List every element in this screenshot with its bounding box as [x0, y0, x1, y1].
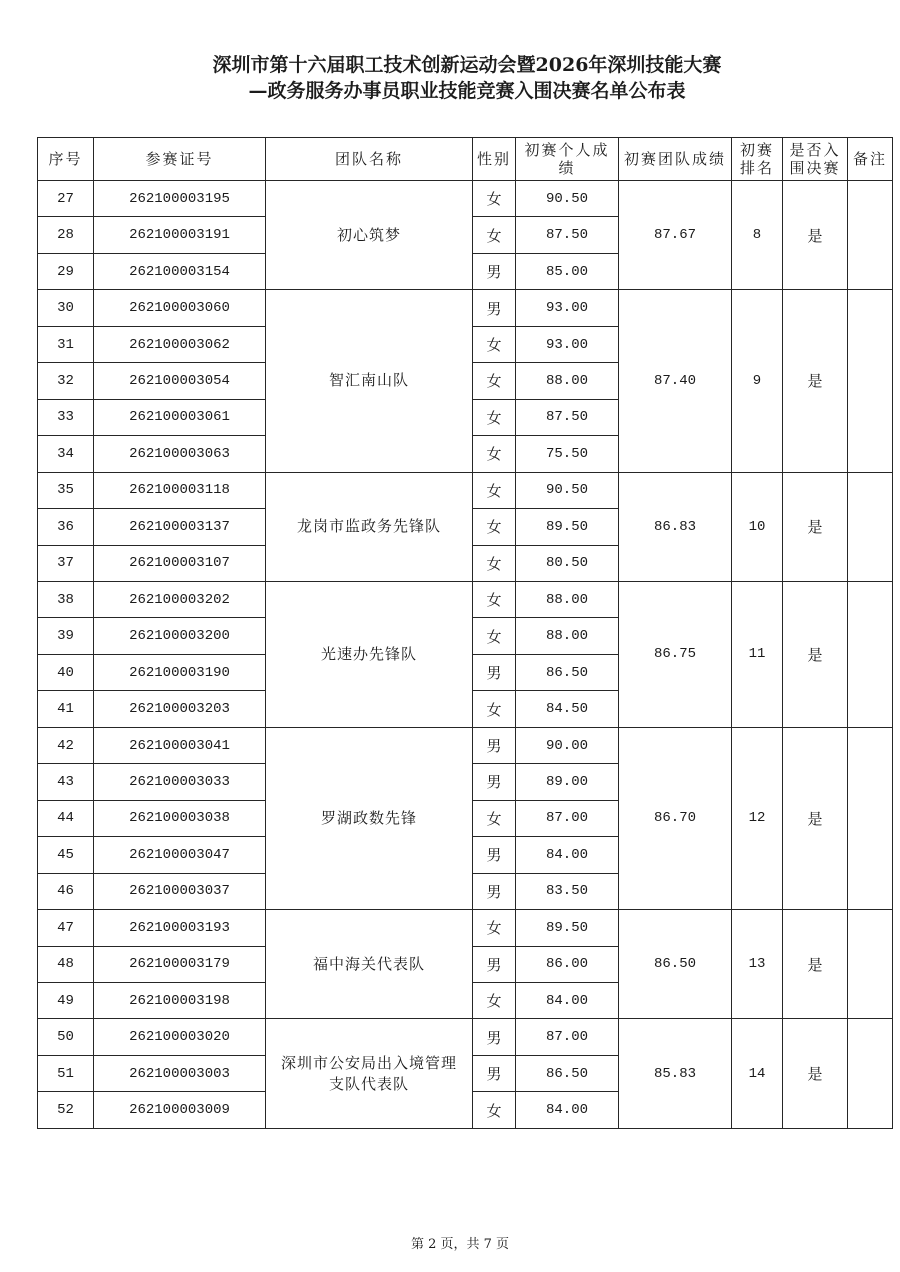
cell-index: 38: [38, 581, 94, 617]
table-row: [38, 1019, 893, 1055]
cell-team-score: 86.75: [619, 581, 732, 727]
cell-index: 27: [38, 181, 94, 217]
cell-index: 48: [38, 946, 94, 982]
cell-gender: 女: [473, 581, 516, 617]
cell-registration-id: 262100003033: [94, 764, 266, 800]
cell-gender: 女: [473, 472, 516, 508]
cell-index: 36: [38, 509, 94, 545]
cell-registration-id: 262100003038: [94, 800, 266, 836]
finalist-table: [37, 137, 893, 1129]
cell-team-name: [266, 910, 473, 1019]
team-name-text: 智汇南山队: [328, 371, 409, 390]
cell-index: 50: [38, 1019, 94, 1055]
cell-gender: 女: [473, 691, 516, 727]
finalist-table-wrapper: [37, 137, 893, 1129]
cell-gender: 女: [473, 800, 516, 836]
cell-team-score: 86.83: [619, 472, 732, 581]
cell-personal-score: 90.00: [516, 727, 619, 763]
cell-gender: 女: [473, 545, 516, 581]
cell-registration-id: 262100003061: [94, 399, 266, 435]
cell-gender: 男: [473, 1055, 516, 1091]
title-line-2: —政务服务办事员职业技能竞赛入围决赛名单公布表: [248, 80, 686, 102]
cell-personal-score: 86.00: [516, 946, 619, 982]
cell-personal-score: 80.50: [516, 545, 619, 581]
header-row: [38, 138, 893, 181]
cell-registration-id: 262100003191: [94, 217, 266, 253]
cell-index: 30: [38, 290, 94, 326]
cell-index: 28: [38, 217, 94, 253]
cell-personal-score: 88.00: [516, 363, 619, 399]
cell-finalist: 是: [783, 1019, 848, 1128]
cell-remarks: [848, 290, 893, 472]
page-number: 第 2 页，共 7 页: [410, 1237, 510, 1252]
cell-index: 33: [38, 399, 94, 435]
cell-registration-id: 262100003009: [94, 1092, 266, 1128]
cell-finalist: 是: [783, 581, 848, 727]
cell-personal-score: 88.00: [516, 581, 619, 617]
cell-personal-score: 89.50: [516, 509, 619, 545]
table-row: [38, 581, 893, 617]
cell-registration-id: 262100003020: [94, 1019, 266, 1055]
cell-personal-score: 93.00: [516, 326, 619, 362]
cell-personal-score: 90.50: [516, 181, 619, 217]
cell-registration-id: 262100003041: [94, 727, 266, 763]
cell-finalist: 是: [783, 727, 848, 909]
cell-gender: 女: [473, 436, 516, 472]
cell-registration-id: 262100003190: [94, 654, 266, 690]
cell-gender: 女: [473, 399, 516, 435]
table-row: [38, 290, 893, 326]
header-team-name: 团队名称: [266, 138, 473, 181]
cell-gender: 女: [473, 1092, 516, 1128]
cell-personal-score: 84.00: [516, 837, 619, 873]
cell-gender: 男: [473, 1019, 516, 1055]
cell-team-name: [266, 1019, 473, 1128]
table-row: [38, 727, 893, 763]
cell-registration-id: 262100003054: [94, 363, 266, 399]
cell-team-name: [266, 727, 473, 909]
cell-index: 29: [38, 253, 94, 289]
cell-registration-id: 262100003154: [94, 253, 266, 289]
cell-registration-id: 262100003060: [94, 290, 266, 326]
cell-index: 44: [38, 800, 94, 836]
table-body: [38, 181, 893, 1129]
table-row: [38, 910, 893, 946]
cell-registration-id: 262100003118: [94, 472, 266, 508]
cell-registration-id: 262100003195: [94, 181, 266, 217]
cell-personal-score: 87.00: [516, 1019, 619, 1055]
cell-personal-score: 87.50: [516, 399, 619, 435]
cell-personal-score: 90.50: [516, 472, 619, 508]
cell-remarks: [848, 910, 893, 1019]
cell-index: 32: [38, 363, 94, 399]
team-name-text: 龙岗市监政务先锋队: [296, 517, 441, 536]
cell-personal-score: 87.50: [516, 217, 619, 253]
team-name-text: 罗湖政数先锋: [320, 808, 417, 827]
table-row: [38, 181, 893, 217]
cell-gender: 男: [473, 946, 516, 982]
cell-registration-id: 262100003202: [94, 581, 266, 617]
cell-gender: 男: [473, 290, 516, 326]
cell-registration-id: 262100003062: [94, 326, 266, 362]
header-remarks: 备注: [848, 138, 893, 181]
cell-gender: 女: [473, 618, 516, 654]
title-line-1: 深圳市第十六届职工技术创新运动会暨2026年深圳技能大赛: [212, 54, 722, 76]
cell-personal-score: 86.50: [516, 1055, 619, 1091]
cell-registration-id: 262100003107: [94, 545, 266, 581]
cell-team-score: 86.70: [619, 727, 732, 909]
cell-index: 47: [38, 910, 94, 946]
cell-registration-id: 262100003193: [94, 910, 266, 946]
cell-index: 37: [38, 545, 94, 581]
cell-gender: 男: [473, 764, 516, 800]
cell-gender: 男: [473, 654, 516, 690]
cell-index: 40: [38, 654, 94, 690]
table-row: [38, 472, 893, 508]
cell-personal-score: 83.50: [516, 873, 619, 909]
cell-index: 41: [38, 691, 94, 727]
cell-rank: 9: [732, 290, 783, 472]
cell-gender: 男: [473, 837, 516, 873]
cell-index: 31: [38, 326, 94, 362]
team-name-text: 初心筑梦: [336, 225, 401, 244]
cell-gender: 女: [473, 509, 516, 545]
header-finalist: 是否入围决赛: [783, 138, 848, 181]
cell-index: 51: [38, 1055, 94, 1091]
cell-finalist: 是: [783, 472, 848, 581]
header-personal-score: 初赛个人成绩: [516, 138, 619, 181]
cell-index: 43: [38, 764, 94, 800]
cell-registration-id: 262100003063: [94, 436, 266, 472]
cell-personal-score: 84.50: [516, 691, 619, 727]
cell-index: 49: [38, 982, 94, 1018]
cell-remarks: [848, 1019, 893, 1128]
cell-gender: 男: [473, 873, 516, 909]
cell-personal-score: 89.00: [516, 764, 619, 800]
cell-remarks: [848, 727, 893, 909]
cell-rank: 14: [732, 1019, 783, 1128]
cell-rank: 13: [732, 910, 783, 1019]
cell-registration-id: 262100003200: [94, 618, 266, 654]
cell-personal-score: 88.00: [516, 618, 619, 654]
cell-personal-score: 86.50: [516, 654, 619, 690]
header-rank: 初赛排名: [732, 138, 783, 181]
cell-index: 35: [38, 472, 94, 508]
cell-index: 52: [38, 1092, 94, 1128]
document-title: [40, 52, 894, 104]
cell-team-name: [266, 181, 473, 290]
cell-personal-score: 75.50: [516, 436, 619, 472]
team-name-text: 深圳市公安局出入境管理支队代表队: [280, 1053, 457, 1093]
cell-team-score: 86.50: [619, 910, 732, 1019]
cell-personal-score: 84.00: [516, 982, 619, 1018]
cell-personal-score: 85.00: [516, 253, 619, 289]
cell-team-score: 85.83: [619, 1019, 732, 1128]
cell-gender: 女: [473, 982, 516, 1018]
cell-personal-score: 93.00: [516, 290, 619, 326]
cell-remarks: [848, 472, 893, 581]
cell-remarks: [848, 581, 893, 727]
cell-registration-id: 262100003203: [94, 691, 266, 727]
cell-registration-id: 262100003137: [94, 509, 266, 545]
cell-gender: 男: [473, 727, 516, 763]
cell-gender: 女: [473, 181, 516, 217]
cell-rank: 12: [732, 727, 783, 909]
header-registration-id: 参赛证号: [94, 138, 266, 181]
header-team-score: 初赛团队成绩: [619, 138, 732, 181]
cell-index: 42: [38, 727, 94, 763]
cell-registration-id: 262100003047: [94, 837, 266, 873]
cell-registration-id: 262100003198: [94, 982, 266, 1018]
cell-index: 45: [38, 837, 94, 873]
cell-personal-score: 84.00: [516, 1092, 619, 1128]
cell-registration-id: 262100003003: [94, 1055, 266, 1091]
cell-team-score: 87.67: [619, 181, 732, 290]
cell-team-name: [266, 290, 473, 472]
cell-finalist: 是: [783, 290, 848, 472]
cell-gender: 男: [473, 253, 516, 289]
header-index: 序号: [38, 138, 94, 181]
cell-personal-score: 89.50: [516, 910, 619, 946]
cell-gender: 女: [473, 217, 516, 253]
cell-rank: 11: [732, 581, 783, 727]
cell-registration-id: 262100003179: [94, 946, 266, 982]
cell-gender: 女: [473, 910, 516, 946]
cell-team-name: [266, 472, 473, 581]
cell-team-score: 87.40: [619, 290, 732, 472]
cell-personal-score: 87.00: [516, 800, 619, 836]
cell-team-name: [266, 581, 473, 727]
team-name-text: 光速办先锋队: [320, 644, 417, 663]
cell-finalist: 是: [783, 910, 848, 1019]
cell-rank: 10: [732, 472, 783, 581]
header-gender: 性别: [473, 138, 516, 181]
cell-index: 39: [38, 618, 94, 654]
cell-rank: 8: [732, 181, 783, 290]
cell-index: 34: [38, 436, 94, 472]
team-name-text: 福中海关代表队: [312, 954, 425, 973]
cell-gender: 女: [473, 363, 516, 399]
cell-registration-id: 262100003037: [94, 873, 266, 909]
cell-index: 46: [38, 873, 94, 909]
cell-finalist: 是: [783, 181, 848, 290]
cell-gender: 女: [473, 326, 516, 362]
cell-remarks: [848, 181, 893, 290]
